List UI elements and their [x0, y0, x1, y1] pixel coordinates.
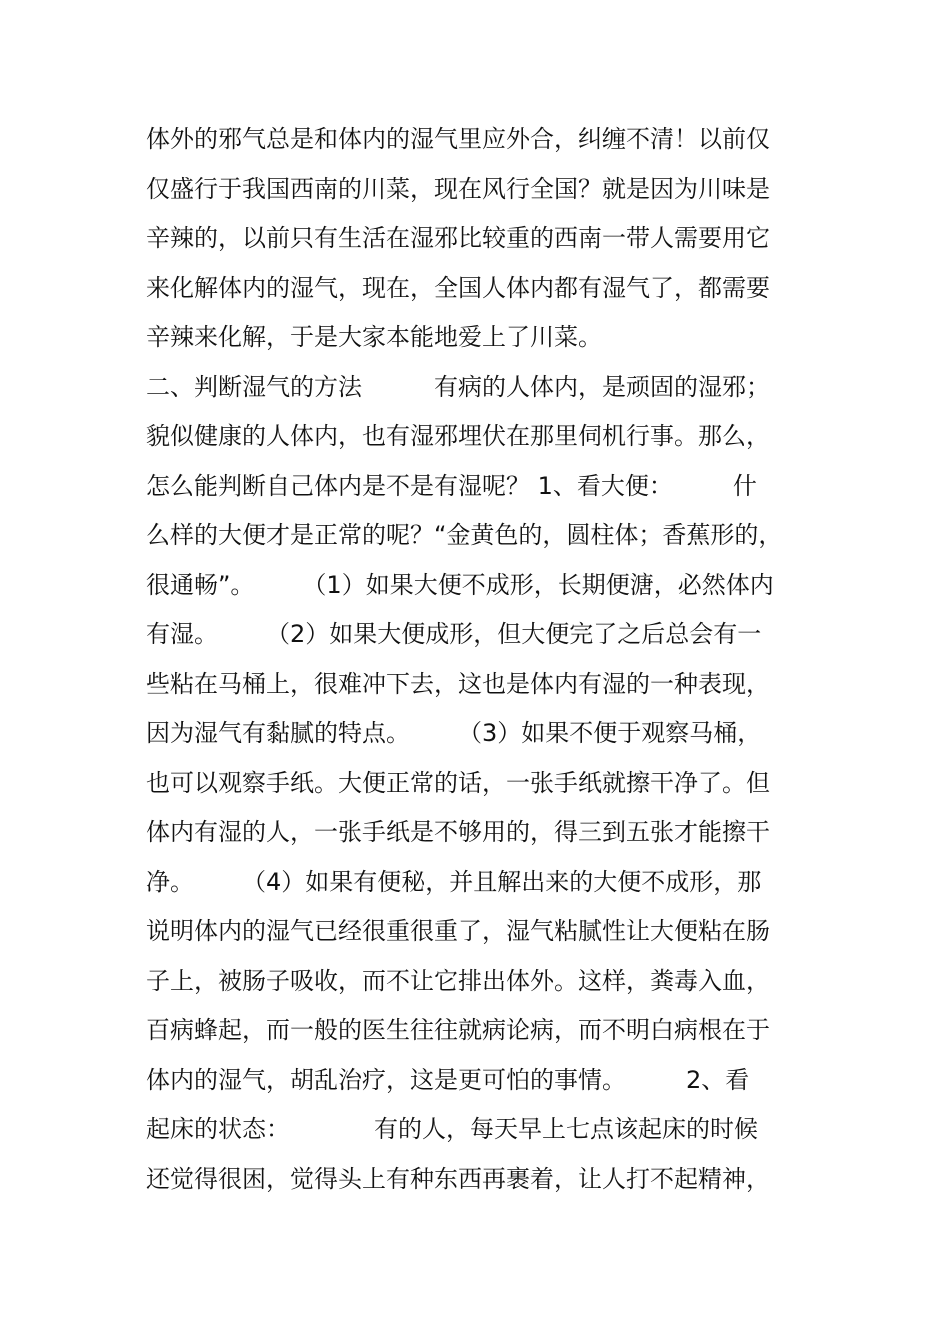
text-line: 辛辣来化解，于是大家本能地爱上了川菜。 — [146, 323, 602, 351]
text-line: 来化解体内的湿气，现在，全国人体内都有湿气了，都需要 — [146, 273, 770, 302]
text-line: 有湿。 （2）如果大便成形，但大便完了之后总会有一 — [146, 620, 762, 648]
text-line: 也可以观察手纸。大便正常的话，一张手纸就擦干净了。但 — [146, 768, 770, 797]
text-line: 因为湿气有黏腻的特点。 （3）如果不便于观察马桶， — [146, 719, 762, 747]
text-line: 怎么能判断自己体内是不是有湿呢？ 1、看大便： 什 — [146, 471, 757, 500]
text-line: 仅盛行于我国西南的川菜，现在风行全国？就是因为川味是 — [146, 174, 770, 203]
text-line: 很通畅”。 （1）如果大便不成形，长期便溏，必然体内 — [146, 570, 774, 599]
text-line: 些粘在马桶上，很难冲下去，这也是体内有湿的一种表现， — [146, 669, 770, 698]
text-line: 体内有湿的人，一张手纸是不够用的，得三到五张才能擦干 — [146, 818, 770, 846]
text-line: 净。 （4）如果有便秘，并且解出来的大便不成形，那 — [146, 867, 762, 896]
text-line: 还觉得很困，觉得头上有种东西再裹着，让人打不起精神， — [146, 1164, 770, 1193]
text-line: 体外的邪气总是和体内的湿气里应外合，纠缠不清！以前仅 — [146, 125, 770, 153]
text-line: 貌似健康的人体内，也有湿邪埋伏在那里伺机行事。那么， — [146, 422, 770, 450]
text-line: 说明体内的湿气已经很重很重了，湿气粘腻性让大便粘在肠 — [146, 917, 770, 945]
text-line: 么样的大便才是正常的呢？“金黄色的，圆柱体；香蕉形的， — [146, 521, 783, 549]
section-heading-line: 二、判断湿气的方法 有病的人体内，是顽固的湿邪； — [146, 372, 770, 401]
text-line: 体内的湿气，胡乱治疗，这是更可怕的事情。 2、看 — [146, 1065, 750, 1094]
text-line: 辛辣的，以前只有生活在湿邪比较重的西南一带人需要用它 — [146, 224, 770, 252]
body-text — [146, 115, 816, 1204]
text-line: 子上，被肠子吸收，而不让它排出体外。这样，粪毒入血， — [146, 966, 770, 995]
text-line: 起床的状态： 有的人，每天早上七点该起床的时候 — [146, 1115, 758, 1143]
text-line: 百病蜂起，而一般的医生往往就病论病，而不明白病根在于 — [146, 1016, 770, 1044]
